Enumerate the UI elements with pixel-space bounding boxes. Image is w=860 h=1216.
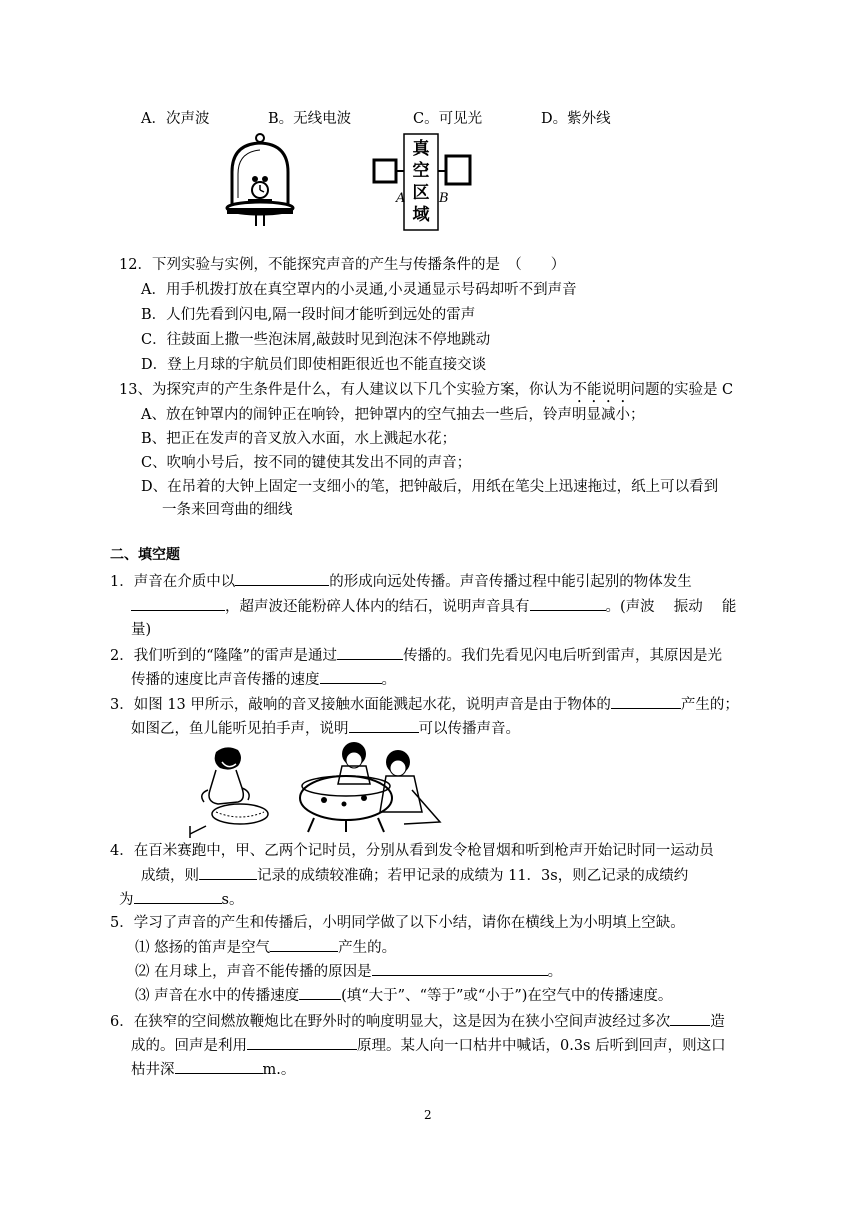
q11-option-d: D。紫外线 bbox=[541, 111, 611, 127]
q13-option-c: C、吹响小号后，按不同的键使其发出不同的声音； bbox=[141, 455, 472, 471]
f4-line3: 为 s。 bbox=[119, 889, 243, 910]
f4-line1: 4．在百米赛跑中，甲、乙两个记时员，分别从看到发令枪冒烟和听到枪声开始记时同一运动员 bbox=[110, 843, 714, 859]
q13-option-d-cont: 一条来回弯曲的细线 bbox=[162, 502, 293, 518]
q12-option-c: C．往鼓面上撒一些泡沫屑,敲鼓时见到泡沫不停地跳动 bbox=[141, 332, 491, 348]
f5-sub1: ⑴ 悠扬的笛声是空气 产生的。 bbox=[135, 937, 396, 958]
q13-emphasis: 不能说明 bbox=[572, 382, 631, 398]
f1-line3: 量) bbox=[131, 622, 152, 638]
f6-line3: 枯井深 m.。 bbox=[131, 1059, 295, 1080]
vacuum-char-2: 空 bbox=[412, 161, 430, 181]
f4-line2: 成绩，则 记录的成绩较准确；若甲记录的成绩为 11．3s，则乙记录的成绩约 bbox=[141, 865, 688, 886]
q12-option-a: A．用手机拨打放在真空罩内的小灵通,小灵通显示号码却听不到声音 bbox=[141, 282, 577, 298]
q12-option-b: B．人们先看到闪电,隔一段时间才能听到远处的雷声 bbox=[141, 307, 476, 323]
f3-line2: 如图乙，鱼儿能听见拍手声，说明 可以传播声音。 bbox=[131, 718, 520, 739]
q11-option-a: A．次声波 bbox=[141, 111, 210, 127]
f5-line1: 5．学习了声音的产生和传播后，小明同学做了以下小结，请你在横线上为小明填上空缺。 bbox=[110, 915, 685, 931]
f1-line2: ，超声波还能粉碎人体内的结石，说明声音具有 。(声波 振动 能 bbox=[131, 596, 736, 617]
q13-stem: 13、为探究声的产生条件是什么，有人建议以下几个实验方案，你认为不能说明问题的实验是 C bbox=[119, 382, 734, 398]
f5-sub3: ⑶ 声音在水中的传播速度 (填“大于”、“等于”或“小于”)在空气中的传播速度。 bbox=[135, 985, 672, 1006]
label-b: B bbox=[439, 191, 449, 206]
f3-line1: 3．如图 13 甲所示，敲响的音叉接触水面能溅起水花，说明声音是由于物体的 产生的； bbox=[110, 694, 739, 715]
f1-line1: 1．声音在介质中以 的形成向远处传播。声音传播过程中能引起别的物体发生 bbox=[110, 571, 692, 592]
vacuum-char-3: 区 bbox=[412, 183, 430, 203]
f6-line1: 6．在狭窄的空间燃放鞭炮比在野外时的响度明显大，这是因为在狭小空间声波经过多次 造 bbox=[110, 1011, 725, 1032]
f2-line1: 2．我们听到的“隆隆”的雷声是通过 传播的。我们先看见闪电后听到雷声，其原因是光 bbox=[110, 645, 722, 666]
vacuum-char-4: 域 bbox=[412, 205, 430, 225]
q11-option-c: C。可见光 bbox=[413, 111, 483, 127]
label-a: A bbox=[396, 191, 406, 206]
vacuum-region-figure bbox=[366, 132, 476, 232]
f2-line2: 传播的速度比声音传播的速度 。 bbox=[131, 669, 396, 690]
q13-option-b: B、把正在发声的音叉放入水面，水上溅起水花； bbox=[141, 431, 457, 447]
page-number: 2 bbox=[424, 1108, 432, 1122]
f5-sub2: ⑵ 在月球上，声音不能传播的原因是 。 bbox=[135, 961, 562, 982]
bell-jar-figure bbox=[222, 132, 298, 228]
q13-option-a: A、放在钟罩内的闹钟正在响铃，把钟罩内的空气抽去一些后，铃声明显减小； bbox=[141, 407, 645, 423]
tuning-fork-figure bbox=[186, 742, 272, 838]
q12-option-d: D．登上月球的宇航员们即使相距很近也不能直接交谈 bbox=[141, 357, 487, 373]
q12-stem: 12．下列实验与实例，不能探究声音的产生与传播条件的是 （ ） bbox=[119, 257, 566, 273]
vacuum-char-1: 真 bbox=[412, 139, 430, 159]
q13-option-d: D、在吊着的大钟上固定一支细小的笔，把钟敲后，用纸在笔尖上迅速拖过，纸上可以看到 bbox=[141, 479, 719, 495]
q11-option-b: B。无线电波 bbox=[268, 111, 352, 127]
section-title: 二、填空题 bbox=[110, 547, 180, 563]
fish-tank-figure bbox=[294, 740, 444, 836]
f6-line2: 成的。回声是利用 原理。某人向一口枯井中喊话，0.3s 后听到回声，则这口 bbox=[131, 1035, 726, 1056]
